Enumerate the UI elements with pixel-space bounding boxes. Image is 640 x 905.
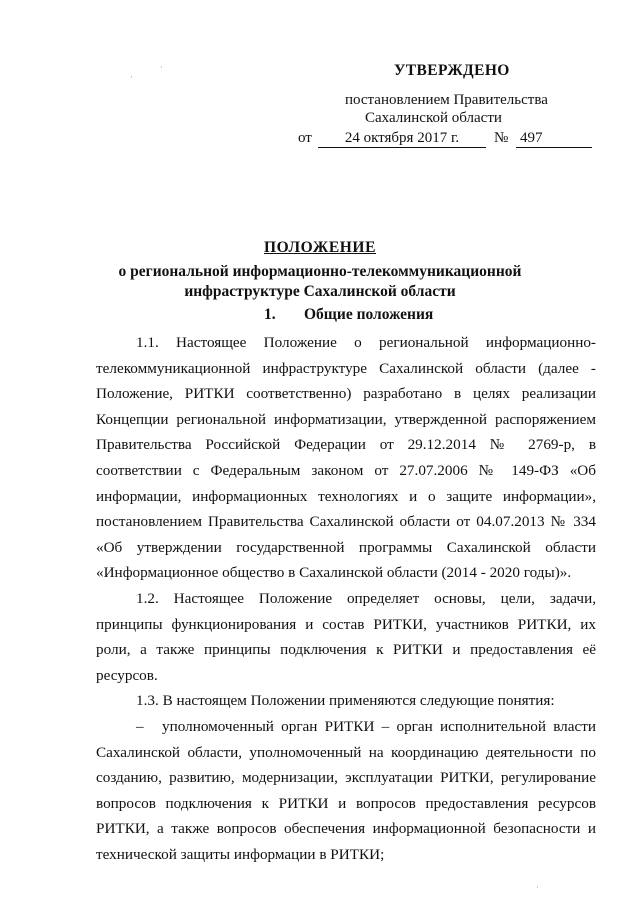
- approval-line-1: постановлением Правительства: [345, 92, 548, 108]
- definition-item: [96, 714, 596, 868]
- section-number: 1.: [264, 306, 276, 323]
- document-title: ПОЛОЖЕНИЕ: [263, 239, 377, 256]
- approval-date: 24 октября 2017 г.: [318, 130, 486, 148]
- approval-number: 497: [516, 130, 592, 148]
- document-subtitle-line-2: инфраструктуре Сахалинской области: [184, 283, 456, 300]
- section-heading: [264, 306, 433, 324]
- definition-item-text: уполномоченный орган РИТКИ – орган исполнительной власти Сахалинской области, уполномоченный на координацию деятельности по созданию, развитию, модернизации, эксплуатации РИТКИ, регулирование вопросов подключения к РИТКИ и вопросов предоставления ресурсов РИТКИ, а также вопросов обеспечения информационной безопасности и технической защиты информации в РИТКИ;: [96, 717, 596, 863]
- document-body: [96, 330, 596, 867]
- date-prefix: от: [298, 130, 312, 146]
- scan-speck: ·: [130, 72, 133, 82]
- scan-speck: ·: [160, 62, 163, 72]
- scan-speck: ·: [536, 882, 539, 892]
- paragraph-1-1: 1.1. Настоящее Положение о региональной информационно-телекоммуникационной инфраструктуре Сахалинской области (далее - Положение, РИТКИ соответственно) разработано в целях реализации Концепции региональной информатизации, утвержденной распоряжением Правительства Российской Федерации от 29.12.2014 № 2769-р, в соответствии с Федеральным законом от 27.07.2006 № 149-ФЗ «Об информации, информационных технологиях и о защите информации», постановлением Правительства Сахалинской области от 04.07.2013 № 334 «Об утверждении государственной программы Сахалинской области «Информационное общество в Сахалинской области (2014 - 2020 годы)».: [96, 334, 596, 582]
- item-dash: –: [136, 717, 144, 735]
- approval-title: УТВЕРЖДЕНО: [394, 62, 510, 79]
- number-prefix: №: [494, 130, 509, 146]
- approval-line-2: Сахалинской области: [365, 110, 502, 126]
- paragraph-1-3: 1.3. В настоящем Положении применяются следующие понятия:: [136, 692, 555, 710]
- paragraph-1-2: 1.2. Настоящее Положение определяет основы, цели, задачи, принципы функционирования и состав РИТКИ, участников РИТКИ, их роли, а также принципы подключения к РИТКИ и предоставления её ресурсов.: [96, 589, 596, 684]
- section-title: Общие положения: [304, 306, 434, 323]
- document-subtitle-line-1: о региональной информационно-телекоммуникационной: [118, 263, 522, 280]
